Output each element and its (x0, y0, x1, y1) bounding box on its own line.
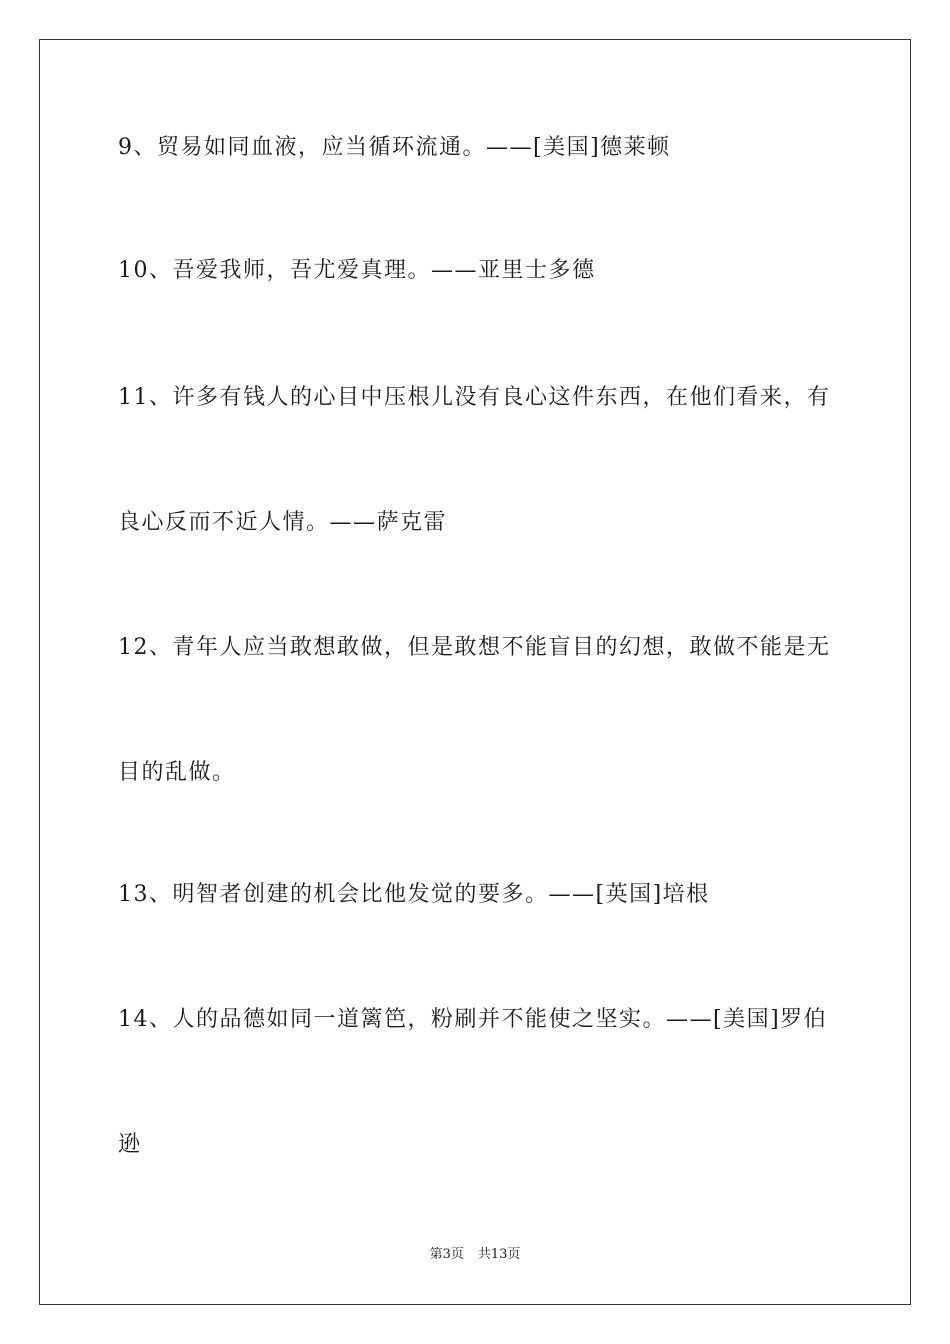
quote-line-9: 9、贸易如同血液，应当循环流通。——[美国]德莱顿 (118, 135, 671, 160)
total-pages: 共13页 (477, 1247, 521, 1262)
quote-line-11: 11、许多有钱人的心目中压根儿没有良心这件东西，在他们看来，有 (118, 385, 831, 410)
page-border (39, 39, 911, 1305)
page-number: 第3页 (429, 1247, 464, 1262)
quote-line-11-cont: 良心反而不近人情。——萨克雷 (118, 510, 448, 535)
quote-line-14: 14、人的品德如同一道篱笆，粉刷并不能使之坚实。——[美国]罗伯 (118, 1007, 828, 1032)
page-footer (0, 1246, 950, 1264)
quote-line-12-cont: 目的乱做。 (118, 760, 236, 785)
quote-line-10: 10、吾爱我师，吾尤爱真理。——亚里士多德 (118, 258, 596, 283)
quote-line-13: 13、明智者创建的机会比他发觉的要多。——[英国]培根 (118, 882, 710, 907)
quote-line-12: 12、青年人应当敢想敢做，但是敢想不能盲目的幻想，敢做不能是无 (118, 635, 831, 660)
quote-line-14-cont: 逊 (118, 1132, 142, 1157)
